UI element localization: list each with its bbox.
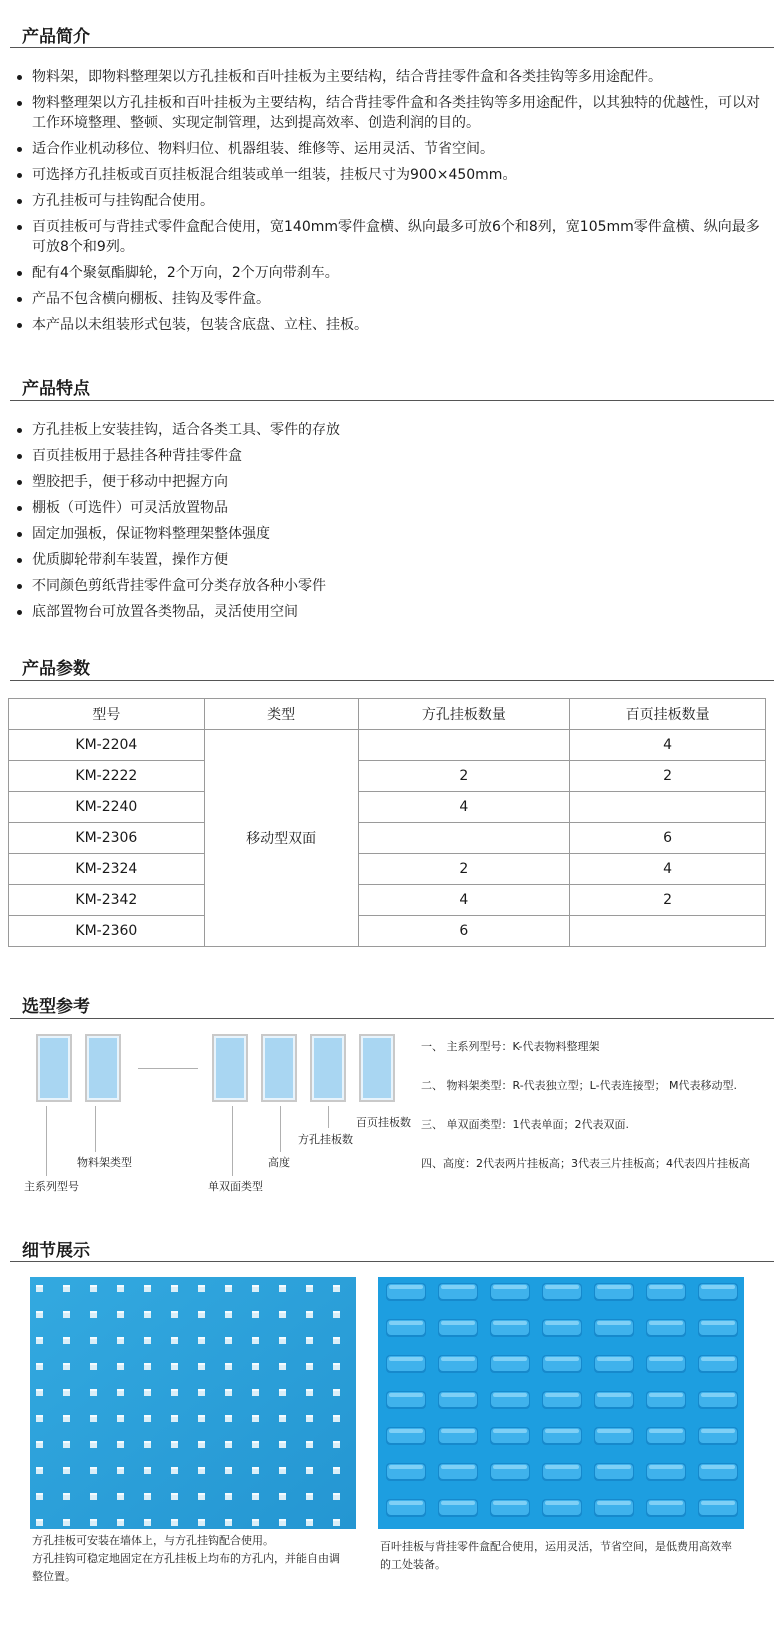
- selection-title: 选型参考: [22, 997, 90, 1017]
- caption-line: 的工处装备。: [380, 1558, 446, 1571]
- intro-item: 百页挂板可与背挂式零件盒配合使用，宽140mm零件盒横、纵向最多可放6个和8列，宽105mm零件盒横、纵向最多可放8个和9列。: [10, 217, 770, 257]
- feature-item: 底部置物台可放置各类物品，灵活使用空间: [10, 602, 770, 622]
- cell-louver: 2: [570, 885, 766, 916]
- code-dash: [138, 1068, 198, 1069]
- header-square-count: 方孔挂板数量: [358, 699, 570, 730]
- cell-square: 4: [358, 792, 570, 823]
- cell-model: KM-2222: [9, 761, 205, 792]
- code-box-rack-type: [85, 1034, 121, 1102]
- intro-item: 方孔挂板可与挂钩配合使用。: [10, 191, 770, 211]
- intro-item: 物料整理架以方孔挂板和百叶挂板为主要结构，结合背挂零件盒和各类挂钩等多用途配件，以其独特的优越性，可以对工作环境整理、整顿、实现定制管理，达到提高效率、创造利润的目的。: [10, 93, 770, 133]
- intro-title: 产品简介: [22, 27, 90, 47]
- label-series: 主系列型号: [24, 1180, 79, 1193]
- legend-item: 四、高度：2代表两片挂板高；3代表三片挂板高；4代表四片挂板高: [421, 1157, 750, 1170]
- intro-divider: [10, 47, 774, 48]
- features-divider: [10, 400, 774, 401]
- cell-square: [358, 730, 570, 761]
- code-box-sides: [212, 1034, 248, 1102]
- feature-item: 优质脚轮带刹车装置，操作方便: [10, 550, 770, 570]
- code-box-square-count: [310, 1034, 346, 1102]
- cell-model: KM-2204: [9, 730, 205, 761]
- table-row: [9, 916, 766, 947]
- caption-line: 方孔挂钩可稳定地固定在方孔挂板上均布的方孔内，并能自由调: [32, 1552, 340, 1565]
- feature-item: 百页挂板用于悬挂各种背挂零件盒: [10, 446, 770, 466]
- features-list: [10, 420, 770, 628]
- params-table: [8, 698, 766, 947]
- caption-right: [380, 1538, 760, 1574]
- legend-item: 三、 单双面类型：1代表单面；2代表双面.: [421, 1118, 629, 1131]
- cell-louver: 4: [570, 730, 766, 761]
- label-height: 高度: [268, 1156, 290, 1169]
- caption-line: 整位置。: [32, 1570, 76, 1583]
- label-square-count: 方孔挂板数: [298, 1133, 353, 1146]
- label-rack-type: 物料架类型: [77, 1156, 132, 1169]
- cell-type: 移动型双面: [204, 730, 358, 947]
- code-box-series: [36, 1034, 72, 1102]
- legend-item: 二、 物料架类型：R-代表独立型；L-代表连接型； M代表移动型.: [421, 1079, 738, 1092]
- intro-item: 产品不包含横向棚板、挂钩及零件盒。: [10, 289, 770, 309]
- cell-model: KM-2342: [9, 885, 205, 916]
- feature-item: 塑胶把手，便于移动中把握方向: [10, 472, 770, 492]
- leader-square-count: [328, 1106, 329, 1128]
- label-sides: 单双面类型: [208, 1180, 263, 1193]
- cell-square: 6: [358, 916, 570, 947]
- cell-model: KM-2360: [9, 916, 205, 947]
- cell-square: 4: [358, 885, 570, 916]
- features-title: 产品特点: [22, 379, 90, 399]
- code-box-louver-count: [359, 1034, 395, 1102]
- cell-louver: 4: [570, 854, 766, 885]
- cell-louver: 2: [570, 761, 766, 792]
- intro-item: 适合作业机动移位、物料归位、机器组装、维修等、运用灵活、节省空间。: [10, 139, 770, 159]
- feature-item: 固定加强板，保证物料整理架整体强度: [10, 524, 770, 544]
- feature-item: 方孔挂板上安装挂钩，适合各类工具、零件的存放: [10, 420, 770, 440]
- table-row: [9, 730, 766, 761]
- cell-louver: [570, 792, 766, 823]
- table-header-row: [9, 699, 766, 730]
- cell-louver: [570, 916, 766, 947]
- cell-square: 2: [358, 761, 570, 792]
- code-box-height: [261, 1034, 297, 1102]
- table-row: [9, 792, 766, 823]
- feature-item: 棚板（可选件）可灵活放置物品: [10, 498, 770, 518]
- table-row: [9, 885, 766, 916]
- header-type: 类型: [204, 699, 358, 730]
- params-title: 产品参数: [22, 659, 90, 679]
- table-row: [9, 761, 766, 792]
- intro-item: 本产品以未组装形式包装，包装含底盘、立柱、挂板。: [10, 315, 770, 335]
- pegboard-photo: [30, 1277, 356, 1529]
- cell-model: KM-2324: [9, 854, 205, 885]
- intro-list: [10, 67, 770, 341]
- cell-square: 2: [358, 854, 570, 885]
- cell-model: KM-2306: [9, 823, 205, 854]
- details-divider: [10, 1261, 774, 1262]
- intro-item: 配有4个聚氨酯脚轮，2个万向，2个万向带刹车。: [10, 263, 770, 283]
- intro-item: 可选择方孔挂板或百页挂板混合组装或单一组装，挂板尺寸为900×450mm。: [10, 165, 770, 185]
- leader-height: [280, 1106, 281, 1152]
- header-model: 型号: [9, 699, 205, 730]
- header-louver-count: 百页挂板数量: [570, 699, 766, 730]
- caption-line: 百叶挂板与背挂零件盒配合使用，运用灵活，节省空间，是低费用高效率: [380, 1540, 732, 1553]
- details-title: 细节展示: [22, 1241, 90, 1261]
- selection-divider: [10, 1018, 774, 1019]
- label-louver-count: 百页挂板数: [356, 1116, 411, 1129]
- feature-item: 不同颜色剪纸背挂零件盒可分类存放各种小零件: [10, 576, 770, 596]
- cell-louver: 6: [570, 823, 766, 854]
- caption-line: 方孔挂板可安装在墙体上，与方孔挂钩配合使用。: [32, 1534, 274, 1547]
- louver-photo: [378, 1277, 744, 1529]
- cell-model: KM-2240: [9, 792, 205, 823]
- leader-rack-type: [95, 1106, 96, 1152]
- table-row: [9, 854, 766, 885]
- caption-left: [32, 1532, 382, 1586]
- intro-item: 物料架，即物料整理架以方孔挂板和百叶挂板为主要结构，结合背挂零件盒和各类挂钩等多用途配件。: [10, 67, 770, 87]
- params-divider: [10, 680, 774, 681]
- leader-sides: [232, 1106, 233, 1176]
- legend-item: 一、 主系列型号：K-代表物料整理架: [421, 1040, 600, 1053]
- cell-square: [358, 823, 570, 854]
- leader-series: [46, 1106, 47, 1176]
- table-row: [9, 823, 766, 854]
